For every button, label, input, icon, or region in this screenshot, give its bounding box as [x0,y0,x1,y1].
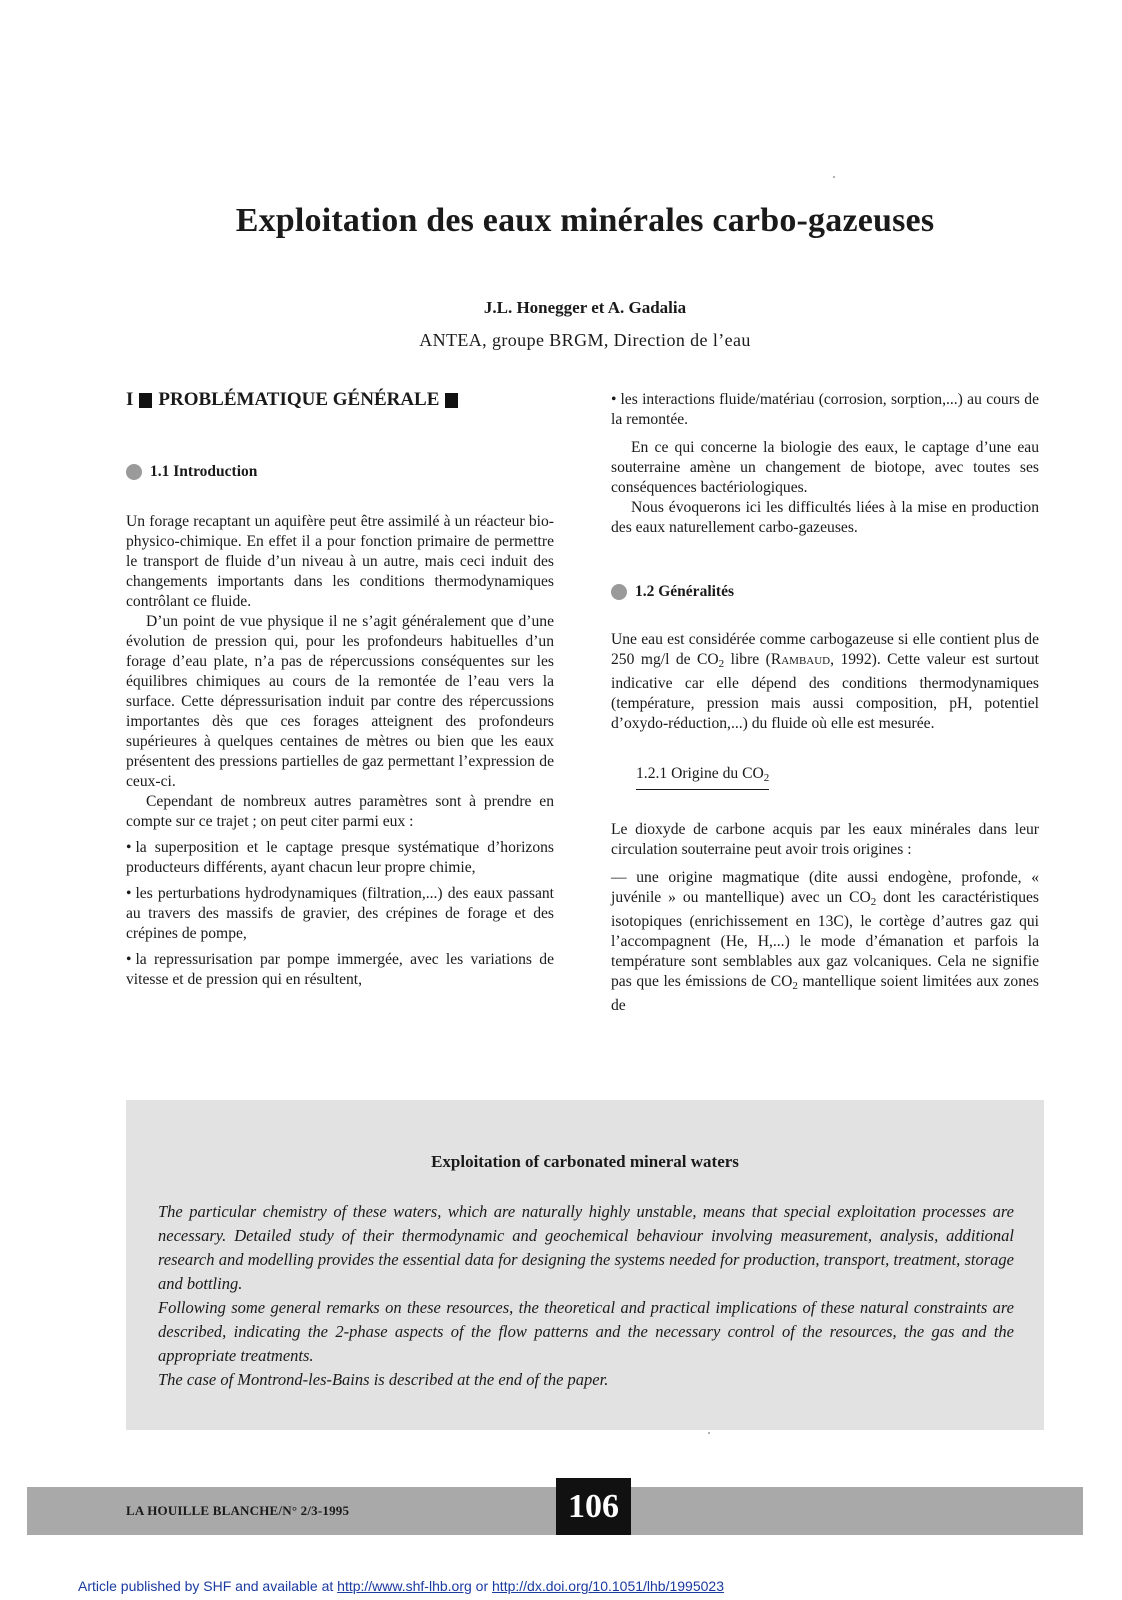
doi-link[interactable]: http://dx.doi.org/10.1051/lhb/1995023 [492,1578,724,1594]
page-number: 106 [556,1478,631,1535]
subsection-title: 1.1 Introduction [150,463,258,480]
section-numeral: I [126,389,134,410]
abstract-title: Exploitation of carbonated mineral waters [431,1152,739,1171]
paragraph: D’un point de vue physique il ne s’agit généralement que d’une évolution de pression qui, pour les profondeurs habituelles d’un forage d’eau plate, n’a pas de répercussions conséquentes sur les équilibres chimiques au cours de la remontée de l’eau vers la surface. Cette dépressurisation induit par contre des répercussions importantes dès que ces forages atteignent des profondeurs supérieures à quelques centaines de mètres ou bien que les eaux présentent des pressions partielles de gaz permettant l’expression de ceux-ci. [126,613,554,790]
shf-link[interactable]: http://www.shf-lhb.org [337,1578,472,1594]
abstract-text [158,1200,1014,1392]
abstract-paragraph: The particular chemistry of these waters, which are naturally highly unstable, means that special exploitation processes are necessary. Detailed study of their thermodynamic and geochemical behaviour involving measurement, analysis, additional research and modelling provides the essential data for designing the systems needed for production, transport, treatment, storage and bottling. [158,1202,1014,1293]
publication-notice: Article published by SHF and available at http://www.shf-lhb.org or http://dx.doi.org/10.1051/lhb/1995023 [78,1578,724,1594]
right-column [611,390,1039,1016]
abstract-paragraph: The case of Montrond-les-Bains is described at the end of the paper. [158,1370,609,1389]
list-item: • les interactions fluide/matériau (corrosion, sorption,...) au cours de la remontée. [611,391,1039,428]
footer-bar [27,1487,1083,1535]
square-bullet-icon [445,393,458,408]
scan-speck [708,1432,710,1434]
grey-dot-icon [611,584,627,600]
list-item: • la superposition et le captage presque systématique d’horizons producteurs différents, ayant chacun leur propre chimie, [126,839,554,876]
section-title: PROBLÉMATIQUE GÉNÉRALE [158,389,440,410]
list-item: • la repressurisation par pompe immergée, avec les variations de vitesse et de pression qui en résultent, [126,951,554,988]
authors: J.L. Honegger et A. Gadalia [483,298,687,317]
list-item: • les perturbations hydrodynamiques (filtration,...) des eaux passant au travers des massifs de gravier, des crépines de forage et des crépines de pompe, [126,885,554,942]
paragraph: Nous évoquerons ici les difficultés liées à la mise en production des eaux naturellement carbo-gazeuses. [611,499,1039,536]
paragraph: Le dioxyde de carbone acquis par les eaux minérales dans leur circulation souterraine peut avoir trois origines : [611,821,1039,858]
grey-dot-icon [126,464,142,480]
square-bullet-icon [139,393,152,408]
left-column [126,390,554,990]
scan-speck [833,176,835,178]
paper-title: Exploitation des eaux minérales carbo-gazeuses [235,202,935,239]
subsubsection-heading: 1.2.1 Origine du $CO_2$ [611,764,1039,790]
english-abstract-box [126,1100,1044,1430]
affiliation: ANTEA, groupe BRGM, Direction de l’eau [419,330,751,350]
subsection-title: 1.2 Généralités [635,583,735,600]
subsection-heading-generalites [611,582,1039,602]
abstract-paragraph: Following some general remarks on these resources, the theoretical and practical implications of these natural constraints are described, indicating the 2-phase aspects of the flow patterns and the necessary control of the resources, the gas and the appropriate treatments. [158,1298,1014,1365]
journal-reference: LA HOUILLE BLANCHE/N° 2/3-1995 [126,1503,350,1518]
paragraph: — une origine magmatique (dite aussi endogène, profonde, « juvénile » ou mantellique) avec un $CO_2$ dont les caractéristiques isotopiques (enrichissement en 13C), le cortège d’autres gaz qui l’accompagnent (He, H,...) le mode d’émanation et parfois la température sont semblables aux gaz volcaniques. Cela ne signifie pas que les émissions de $CO_2$ mantellique soient limitées aux zones de [611,869,1040,1014]
paragraph: Cependant de nombreux autres paramètres sont à prendre en compte sur ce trajet ; on peut citer parmi eux : [126,793,554,830]
section-heading [126,390,554,410]
paragraph: Un forage recaptant un aquifère peut être assimilé à un réacteur bio-physico-chimique. En effet il a pour fonction primaire de permettre le transport de fluide d’un niveau à un autre, mais ceci induit des changements importants dans les conditions thermodynamiques contrôlant ce fluide. [126,513,554,610]
paragraph: En ce qui concerne la biologie des eaux, le captage d’une eau souterraine amène un changement de biotope, avec toutes ses conséquences bactériologiques. [611,439,1039,496]
paragraph: Une eau est considérée comme carbogazeuse si elle contient plus de 250 mg/l de $CO_2$ libre (Rambaud, 1992). Cette valeur est surtout indicative car elle dépend des conditions thermodynamiques (température, pression mais aussi composition, pH, potentiel d’oxydo-réduction,...) du fluide où elle est mesurée. [611,631,1039,732]
subsection-heading-introduction [126,462,554,482]
